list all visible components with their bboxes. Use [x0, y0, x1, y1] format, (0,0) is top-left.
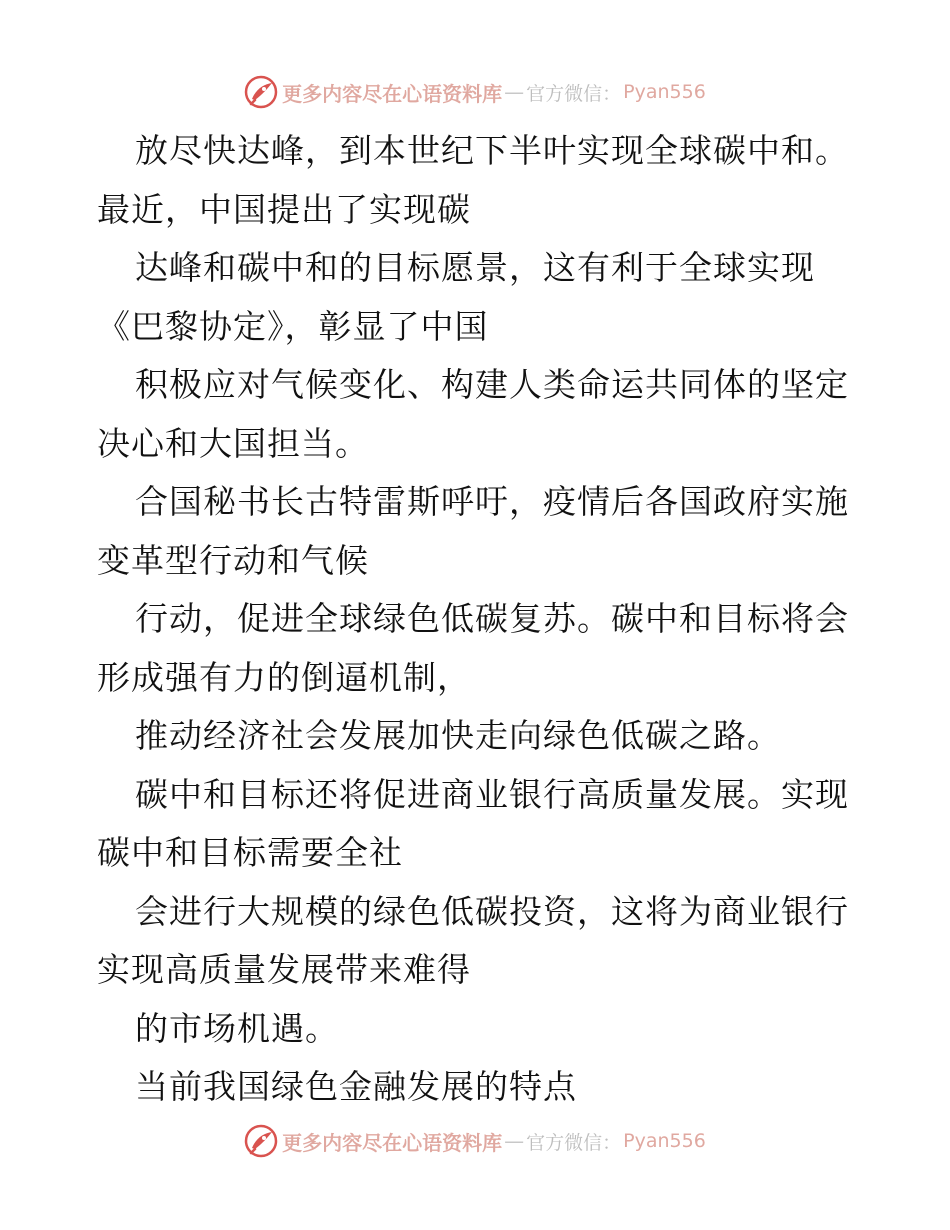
banner-site-name: 更多内容尽在心语资料库: [282, 1130, 503, 1155]
banner-wechat-id: Pyan556: [623, 81, 706, 103]
paragraph-line-9: 的市场机遇。: [135, 1008, 339, 1048]
header-banner: [0, 72, 950, 112]
paragraph-line-3: 积极应对气候变化、构建人类命运共同体的坚定决心和大国担当。: [97, 365, 849, 463]
pen-nib-logo-icon: [244, 1124, 278, 1158]
paragraph-line-2: 达峰和碳中和的目标愿景，这有利于全球实现《巴黎协定》，彰显了中国: [97, 248, 815, 346]
banner-wechat-label: 官方微信：: [526, 1131, 622, 1154]
paragraph-line-5: 行动，促进全球绿色低碳复苏。碳中和目标将会形成强有力的倒逼机制，: [97, 599, 849, 697]
banner-wechat-id: Pyan556: [623, 1130, 706, 1152]
banner-separator: —: [504, 80, 525, 104]
banner-wechat-label: 官方微信：: [526, 82, 622, 105]
paragraph-line-6: 推动经济社会发展加快走向绿色低碳之路。: [135, 716, 781, 755]
paragraph-line-7: 碳中和目标还将促进商业银行高质量发展。实现碳中和目标需要全社: [97, 774, 849, 872]
footer-banner: [0, 1121, 950, 1161]
banner-site-name: 更多内容尽在心语资料库: [282, 81, 503, 106]
paragraph-line-4: 合国秘书长古特雷斯呼吁，疫情后各国政府实施变革型行动和气候: [97, 482, 849, 580]
document-body: [97, 122, 857, 1117]
section-heading: 当前我国绿色金融发展的特点: [135, 1067, 577, 1106]
pen-nib-logo-icon: [244, 75, 278, 109]
banner-separator: —: [504, 1129, 525, 1153]
paragraph-line-8: 会进行大规模的绿色低碳投资，这将为商业银行实现高质量发展带来难得: [97, 891, 849, 989]
paragraph-line-1: 放尽快达峰，到本世纪下半叶实现全球碳中和。最近，中国提出了实现碳: [97, 131, 849, 229]
